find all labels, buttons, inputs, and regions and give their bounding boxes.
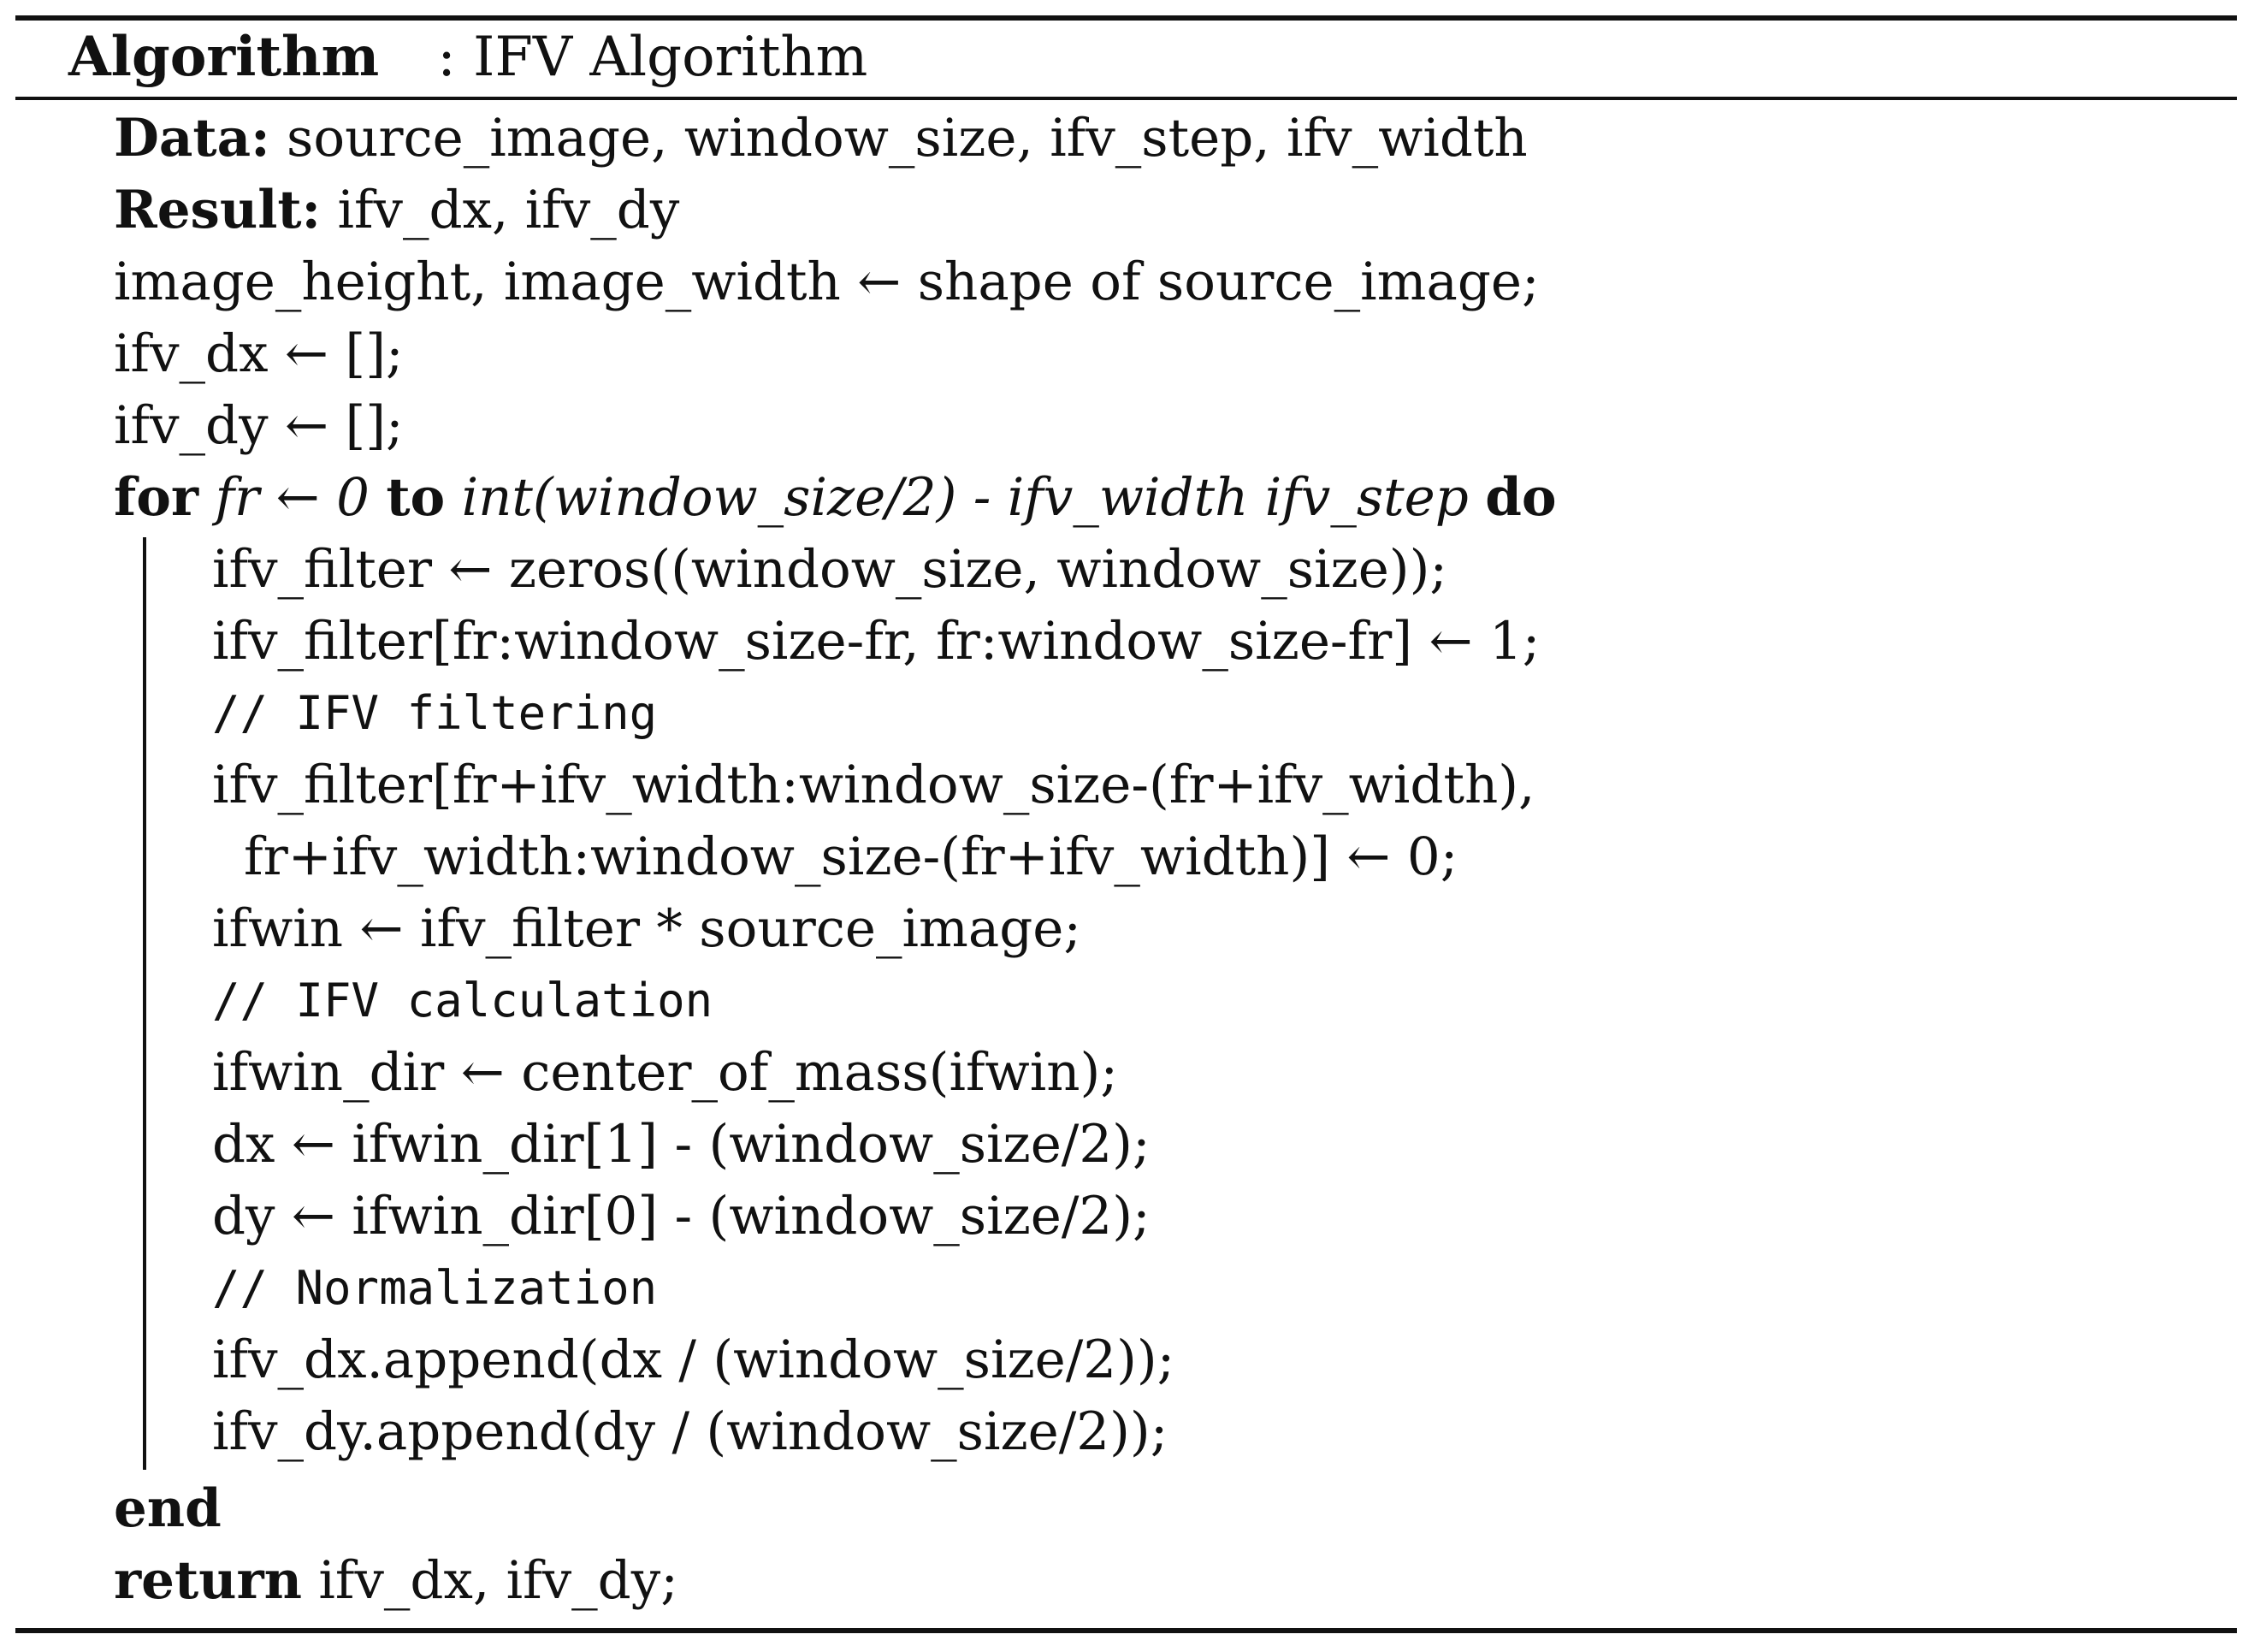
- for-variable: fr ← 0: [215, 467, 370, 528]
- end-line: [114, 1473, 222, 1545]
- body-line: dy ← ifwin_dir[0] - (window_size/2);: [212, 1186, 1151, 1246]
- body-line: ifv_dy.append(dy / (window_size/2));: [212, 1401, 1168, 1462]
- for-range: int(window_size/2) - ifv_width ifv_step: [461, 467, 1469, 528]
- for-line: [114, 462, 1557, 534]
- bottom-rule: [15, 1628, 2237, 1633]
- body-line: ifwin_dir ← center_of_mass(ifwin);: [212, 1042, 1118, 1103]
- body-line: ifv_dx.append(dx / (window_size/2));: [212, 1329, 1175, 1390]
- return-text: ifv_dx, ifv_dy;: [318, 1550, 678, 1611]
- result-text: ifv_dx, ifv_dy: [337, 180, 680, 240]
- body-line: ifwin ← ifv_filter * source_image;: [212, 898, 1081, 959]
- shape-line: image_height, image_width ← shape of source_image;: [114, 252, 1540, 312]
- return-keyword: return: [114, 1550, 302, 1611]
- caption-title: : IFV Algorithm: [437, 26, 868, 89]
- comment-line: // Normalization: [212, 1261, 658, 1315]
- do-keyword: do: [1485, 467, 1557, 528]
- init-dx-line: ifv_dx ← [];: [114, 323, 404, 384]
- result-label: Result:: [114, 180, 322, 240]
- data-text: source_image, window_size, ifv_step, ifv_width: [287, 108, 1528, 169]
- caption-keyword: Algorithm: [68, 25, 380, 89]
- algorithm-caption: [68, 21, 867, 94]
- comment-line: // IFV calculation: [212, 974, 713, 1027]
- return-line: [114, 1545, 678, 1617]
- comment-line: // IFV filtering: [212, 686, 658, 740]
- body-line: dx ← ifwin_dir[1] - (window_size/2);: [212, 1114, 1151, 1175]
- init-dy-line: ifv_dy ← [];: [114, 395, 404, 456]
- for-keyword: for: [114, 467, 199, 528]
- data-line: [114, 103, 1528, 175]
- end-keyword: end: [114, 1478, 222, 1539]
- caption-rule: [15, 97, 2237, 100]
- body-line: ifv_filter ← zeros((window_size, window_size));: [212, 539, 1447, 600]
- body-line: ifv_filter[fr:window_size-fr, fr:window_size-fr] ← 1;: [212, 611, 1541, 672]
- loop-body-bar: [143, 537, 146, 1470]
- body-line-continuation: fr+ifv_width:window_size-(fr+ifv_width)] ← 0;: [244, 826, 1458, 887]
- body-line: ifv_filter[fr+ifv_width:window_size-(fr+ifv_width),: [212, 755, 1535, 815]
- to-keyword: to: [386, 467, 446, 528]
- result-line: [114, 175, 679, 246]
- data-label: Data:: [114, 108, 270, 169]
